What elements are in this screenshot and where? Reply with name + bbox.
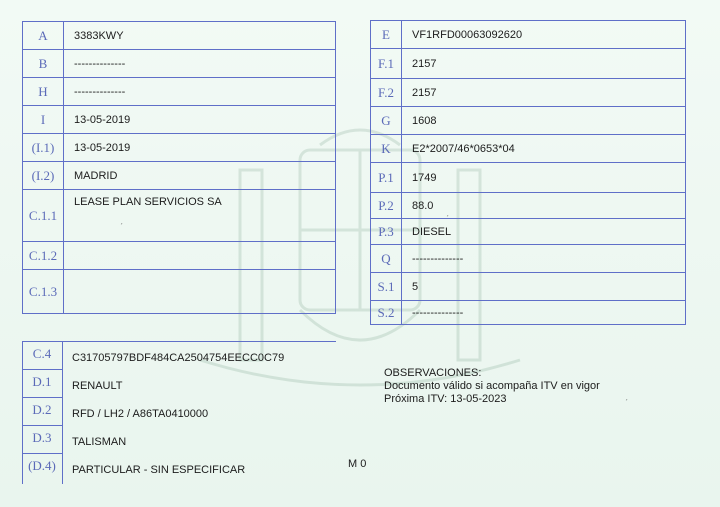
observaciones-line-2: Próxima ITV: 13-05-2023 xyxy=(384,393,507,405)
pen-mark: ˊ xyxy=(120,222,123,232)
right-data-table xyxy=(370,20,686,325)
field-value: 1749 xyxy=(402,163,686,193)
field-row-d-1 xyxy=(22,369,336,397)
field-row-i xyxy=(23,106,336,134)
field-code: P.2 xyxy=(371,193,402,219)
field-value: -------------- xyxy=(64,50,336,78)
field-code: E xyxy=(371,21,402,49)
field-value: C31705797BDF484CA2504754EECC0C79 xyxy=(72,352,285,364)
field-value: 1608 xyxy=(402,107,686,135)
field-code: F.2 xyxy=(371,79,402,107)
field-code: C.1.3 xyxy=(23,270,64,314)
field-row-k xyxy=(371,135,686,163)
field-row-c-1-1 xyxy=(23,190,336,242)
field-code: K xyxy=(371,135,402,163)
field-code: G xyxy=(371,107,402,135)
field-code: (D.4) xyxy=(28,458,56,473)
field-value: 13-05-2019 xyxy=(64,106,336,134)
field-row-e xyxy=(371,21,686,49)
field-value: DIESEL xyxy=(402,219,686,245)
field-row-i-1 xyxy=(23,134,336,162)
field-row-b xyxy=(23,50,336,78)
field-code: P.3 xyxy=(371,219,402,245)
field-code: D.1 xyxy=(32,374,52,389)
field-row-d-3 xyxy=(22,425,336,453)
observaciones-block xyxy=(384,367,600,406)
field-row-c-1-2 xyxy=(23,242,336,270)
field-code: D.2 xyxy=(32,402,52,417)
field-value: 88.0 xyxy=(402,193,686,219)
field-row-s-1 xyxy=(371,273,686,301)
field-code: H xyxy=(23,78,64,106)
field-code: S.2 xyxy=(371,301,402,325)
row-divider xyxy=(22,425,62,426)
field-value xyxy=(64,242,336,270)
field-value: 5 xyxy=(402,273,686,301)
field-row-p-3 xyxy=(371,219,686,245)
field-row-a xyxy=(23,22,336,50)
field-value: -------------- xyxy=(402,245,686,273)
row-divider xyxy=(22,453,62,454)
field-value: VF1RFD00063092620 xyxy=(402,21,686,49)
field-value: TALISMAN xyxy=(72,436,127,448)
field-row-f-2 xyxy=(371,79,686,107)
field-code: S.1 xyxy=(371,273,402,301)
field-row-q xyxy=(371,245,686,273)
field-code: (I.2) xyxy=(23,162,64,190)
field-row-g xyxy=(371,107,686,135)
field-value: 13-05-2019 xyxy=(64,134,336,162)
field-row-f-1 xyxy=(371,49,686,79)
field-value: 2157 xyxy=(402,49,686,79)
field-value: RENAULT xyxy=(72,380,123,392)
field-value: LEASE PLAN SERVICIOS SA xyxy=(64,190,336,242)
block-top-border xyxy=(22,341,336,342)
field-value: -------------- xyxy=(402,301,686,325)
field-row-p-2 xyxy=(371,193,686,219)
field-value: -------------- xyxy=(64,78,336,106)
field-row-h xyxy=(23,78,336,106)
field-value: MADRID xyxy=(64,162,336,190)
field-value xyxy=(64,270,336,314)
field-code: B xyxy=(23,50,64,78)
pen-mark: ˊ xyxy=(625,398,628,408)
field-value: E2*2007/46*0653*04 xyxy=(402,135,686,163)
field-code: A xyxy=(23,22,64,50)
field-code: F.1 xyxy=(371,49,402,79)
row-divider xyxy=(22,369,62,370)
field-code: I xyxy=(23,106,64,134)
field-value: 3383KWY xyxy=(64,22,336,50)
left-data-table xyxy=(22,21,336,314)
field-row-i-2 xyxy=(23,162,336,190)
field-row-s-2 xyxy=(371,301,686,325)
field-code: C.1.2 xyxy=(23,242,64,270)
stamp-code: M 0 xyxy=(348,458,367,470)
observaciones-title: OBSERVACIONES: xyxy=(384,367,482,379)
field-code: D.3 xyxy=(32,430,52,445)
field-row-d-4 xyxy=(22,453,336,481)
field-row-c-1-3 xyxy=(23,270,336,314)
row-divider xyxy=(22,397,62,398)
field-code: (I.1) xyxy=(23,134,64,162)
pen-mark: ˊ xyxy=(446,214,449,224)
field-row-c-4 xyxy=(22,341,336,369)
field-row-d-2 xyxy=(22,397,336,425)
field-code: C.4 xyxy=(32,346,52,361)
field-code: Q xyxy=(371,245,402,273)
field-value: 2157 xyxy=(402,79,686,107)
field-row-p-1 xyxy=(371,163,686,193)
field-code: C.1.1 xyxy=(23,190,64,242)
field-value: RFD / LH2 / A86TA0410000 xyxy=(72,408,209,420)
field-code: P.1 xyxy=(371,163,402,193)
observaciones-line-1: Documento válido si acompaña ITV en vigor xyxy=(384,380,600,392)
field-value: PARTICULAR - SIN ESPECIFICAR xyxy=(72,464,246,476)
